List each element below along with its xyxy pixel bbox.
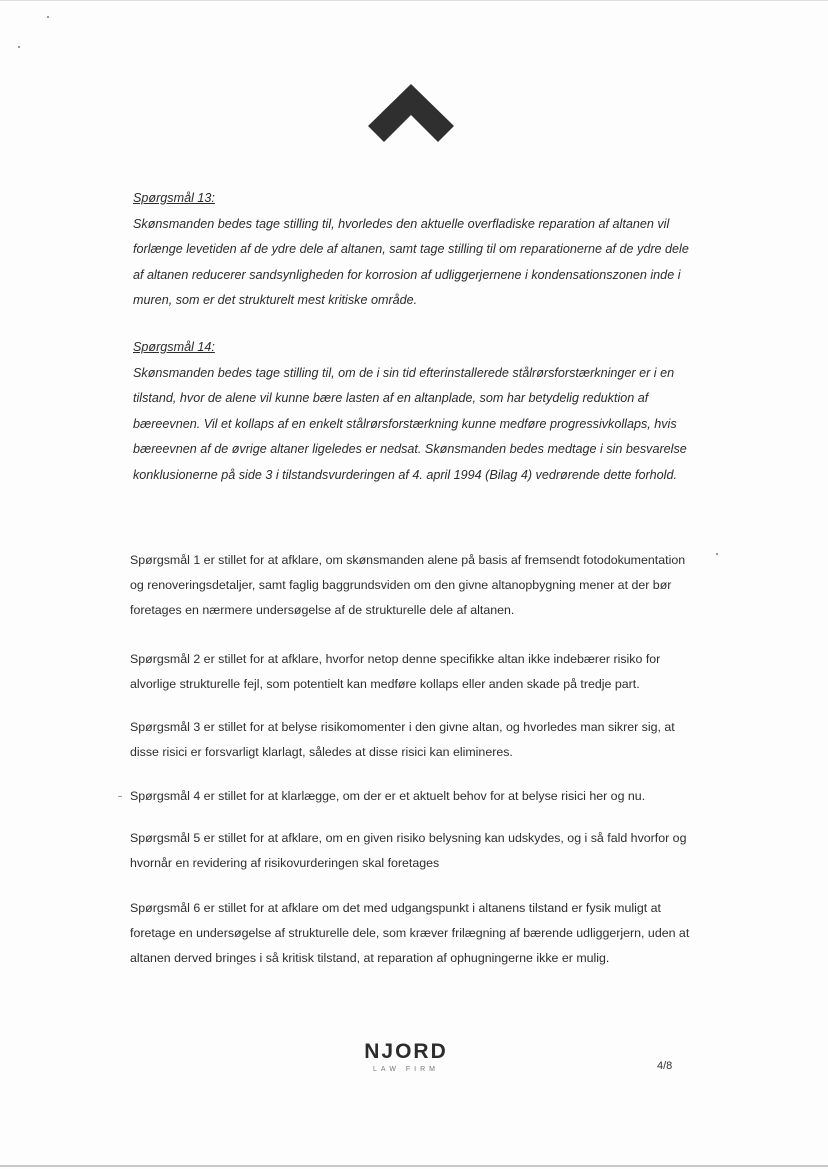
page-number: 4/8: [657, 1060, 673, 1072]
paragraph-question-2: Spørgsmål 2 er stillet for at afklare, hvorfor netop denne specifikke altan ikke indebærer risiko for alvorlige strukturelle fejl, som potentielt kan medføre kollaps eller anden skade på tredje part.: [130, 652, 661, 691]
firm-name: NJORD: [364, 1040, 448, 1063]
paragraph-question-3: Spørgsmål 3 er stillet for at belyse risikomomenter i den givne altan, og hvorledes man sikrer sig, at disse risici er forsvarligt klarlagt, således at disse risici kan elimineres.: [130, 720, 675, 759]
question-14: [133, 335, 693, 488]
question-13-title: Spørgsmål 13:: [133, 191, 215, 205]
paragraph-question-1: Spørgsmål 1 er stillet for at afklare, om skønsmanden alene på basis af fremsendt fotodokumentation og renoveringsdetaljer, samt faglig baggrundsviden om den givne altanopbygning mener at der bør foretages en nærmere undersøgelse af de strukturelle dele af altanen.: [130, 553, 686, 617]
question-14-text: Skønsmanden bedes tage stilling til, om de i sin tid efterinstallerede stålrørsforstærkninger er i en tilstand, hvor de alene vil kunne bære lasten af en altanplade, som har betydelig reduktion af bæreevnen. Vil et kollaps af en enkelt stålrørsforstærkning kunne medføre progressivkollaps, hvis bæreevnen af de øvrige altaner ligeledes er nedsat. Skønsmanden bedes medtage i sin besvarelse konklusionerne på side 3 i tilstandsvurderingen af 4. april 1994 (Bilag 4) vedrørende dette forhold.: [133, 365, 687, 482]
firm-subtitle: LAW FIRM: [373, 1066, 439, 1073]
question-13-text: Skønsmanden bedes tage stilling til, hvorledes den aktuelle overfladiske reparation af altanen vil forlænge levetiden af de ydre dele af altanen, samt tage stilling til om reparationerne af de ydre dele af altanen reducerer sandsynligheden for korrosion af udliggerjernene i kondensationszonen inde i muren, som er det strukturelt mest kritiske område.: [133, 216, 689, 307]
paragraph-question-6: Spørgsmål 6 er stillet for at afklare om det med udgangspunkt i altanens tilstand er fysik muligt at foretage en undersøgelse af strukturelle dele, som kræver frilægning af bærende udliggerjern, uden at altanen derved bringes i så kritisk tilstand, at reparation af ophugningerne ikke er mulig.: [130, 901, 690, 965]
question-13: [133, 186, 693, 314]
firm-logo: [356, 1040, 456, 1073]
paragraph-question-4: Spørgsmål 4 er stillet for at klarlægge, om der er et aktuelt behov for at belyse risici her og nu.: [130, 789, 646, 803]
chevron-logo-icon: [368, 84, 454, 144]
scan-speck: [716, 553, 718, 555]
scan-speck: [118, 796, 122, 797]
paragraph-question-5: Spørgsmål 5 er stillet for at afklare, om en given risiko belysning kan udskydes, og i så fald hvorfor og hvornår en revidering af risikovurderingen skal foretages: [130, 831, 687, 870]
scan-speck: [18, 46, 20, 48]
question-14-title: Spørgsmål 14:: [133, 340, 215, 354]
scan-edge-top: [0, 0, 828, 1]
scan-speck: [47, 16, 49, 18]
scan-edge-bottom: [0, 1165, 828, 1167]
